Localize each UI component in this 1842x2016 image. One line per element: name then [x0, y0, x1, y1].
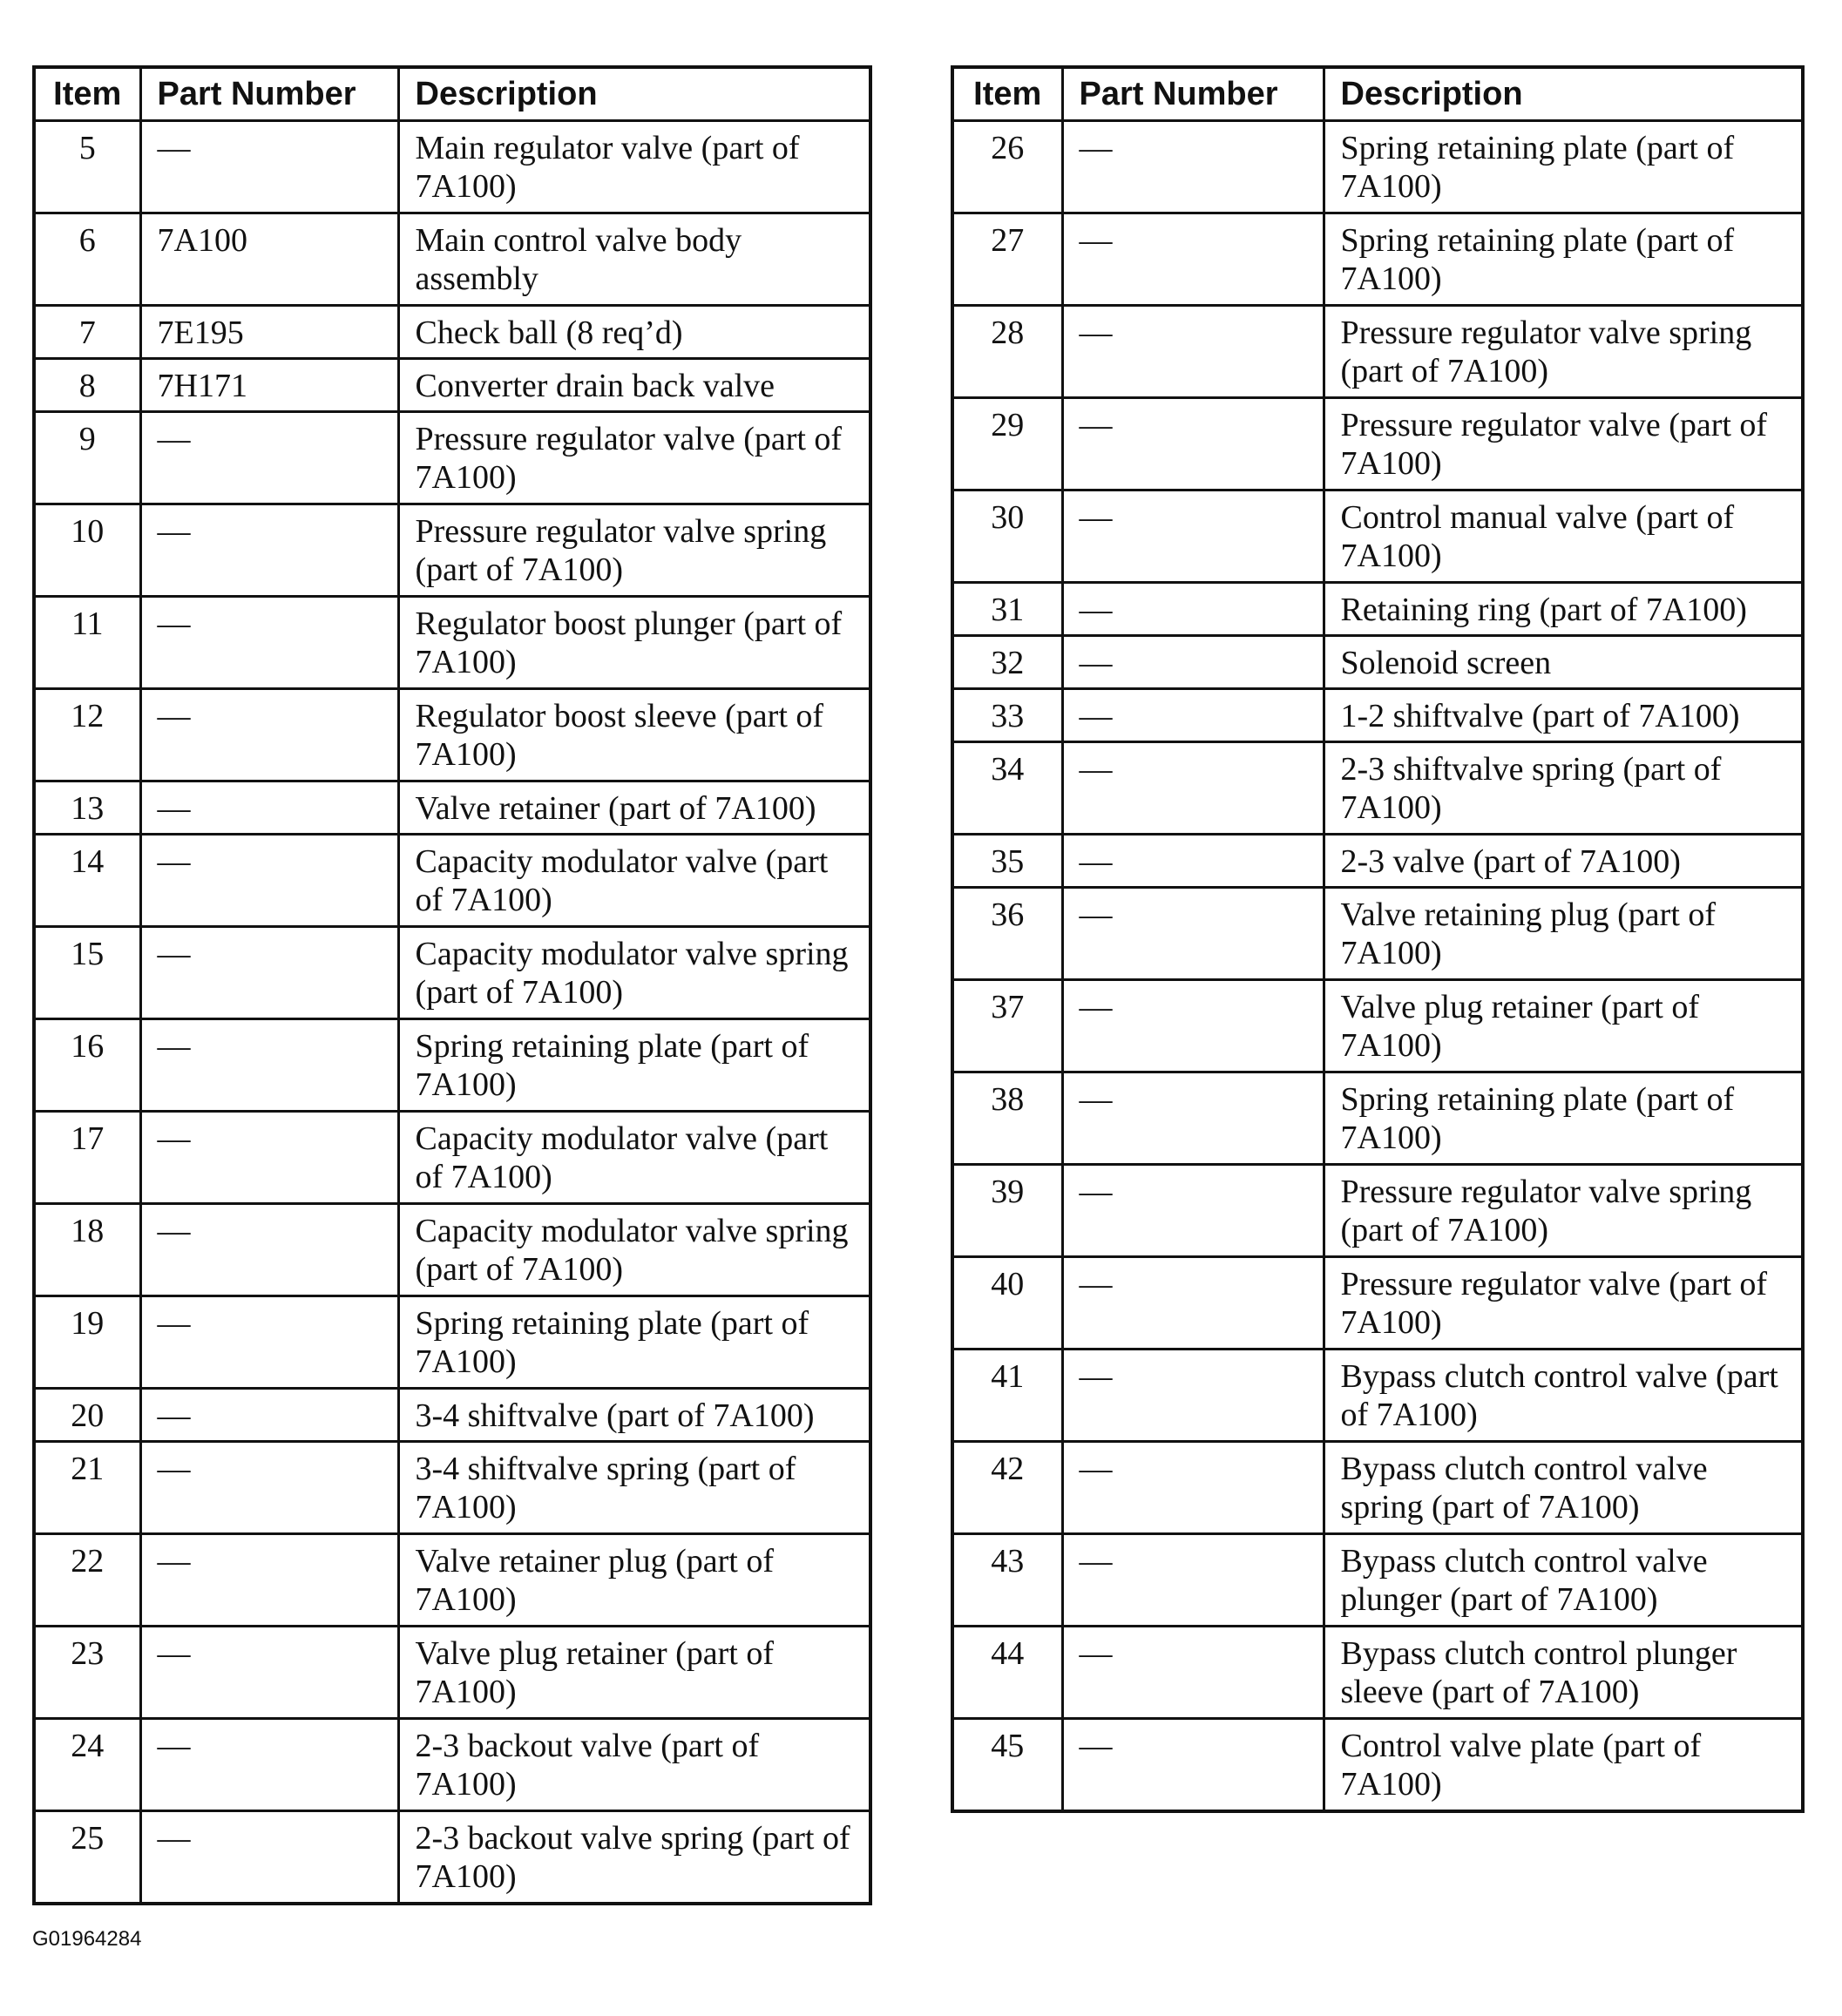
- description: Pressure regulator valve spring (part of 7A100): [1324, 1165, 1803, 1257]
- part-number: —: [1062, 490, 1324, 583]
- part-number: —: [1062, 636, 1324, 689]
- item-number: 17: [34, 1112, 140, 1204]
- item-number: 23: [34, 1627, 140, 1719]
- item-number: 9: [34, 412, 140, 504]
- item-number: 22: [34, 1534, 140, 1627]
- table-row: [34, 1389, 870, 1442]
- description: Control manual valve (part of 7A100): [1324, 490, 1803, 583]
- part-number: —: [140, 1019, 398, 1112]
- description: Pressure regulator valve spring (part of 7A100): [1324, 306, 1803, 398]
- column-header-item: Item: [34, 67, 140, 121]
- description: Capacity modulator valve (part of 7A100): [398, 1112, 870, 1204]
- part-number: —: [140, 412, 398, 504]
- description: Spring retaining plate (part of 7A100): [398, 1296, 870, 1389]
- item-number: 35: [952, 835, 1062, 888]
- item-number: 43: [952, 1534, 1062, 1627]
- description: Bypass clutch control plunger sleeve (part of 7A100): [1324, 1627, 1803, 1719]
- description: Main regulator valve (part of 7A100): [398, 121, 870, 213]
- part-number: —: [1062, 1534, 1324, 1627]
- table-row: [34, 781, 870, 835]
- part-number: —: [1062, 888, 1324, 980]
- item-number: 30: [952, 490, 1062, 583]
- table-row: [952, 213, 1803, 306]
- item-number: 32: [952, 636, 1062, 689]
- parts-table-left: [32, 65, 872, 1905]
- description: Regulator boost sleeve (part of 7A100): [398, 689, 870, 781]
- table-row: [34, 504, 870, 597]
- item-number: 34: [952, 742, 1062, 835]
- description: Spring retaining plate (part of 7A100): [1324, 213, 1803, 306]
- table-row: [34, 835, 870, 927]
- description: Retaining ring (part of 7A100): [1324, 583, 1803, 636]
- description: Valve retainer plug (part of 7A100): [398, 1534, 870, 1627]
- table-row: [952, 1627, 1803, 1719]
- item-number: 44: [952, 1627, 1062, 1719]
- part-number: —: [1062, 1072, 1324, 1165]
- item-number: 12: [34, 689, 140, 781]
- table-row: [952, 583, 1803, 636]
- description: 2-3 shiftvalve spring (part of 7A100): [1324, 742, 1803, 835]
- item-number: 8: [34, 359, 140, 412]
- part-number: —: [1062, 213, 1324, 306]
- part-number: —: [1062, 1257, 1324, 1350]
- description: Main control valve body assembly: [398, 213, 870, 306]
- part-number: —: [140, 121, 398, 213]
- table-row: [952, 636, 1803, 689]
- part-number: —: [140, 1389, 398, 1442]
- part-number: —: [1062, 121, 1324, 213]
- header-row: [952, 67, 1803, 121]
- item-number: 36: [952, 888, 1062, 980]
- table-row: [34, 121, 870, 213]
- description: Pressure regulator valve (part of 7A100): [1324, 1257, 1803, 1350]
- table-row: [34, 927, 870, 1019]
- table-row: [34, 359, 870, 412]
- table-row: [34, 597, 870, 689]
- table-row: [34, 1019, 870, 1112]
- column-header-description: Description: [398, 67, 870, 121]
- item-number: 45: [952, 1719, 1062, 1811]
- table-row: [34, 1296, 870, 1389]
- table-row: [34, 213, 870, 306]
- item-number: 39: [952, 1165, 1062, 1257]
- description: 3-4 shiftvalve (part of 7A100): [398, 1389, 870, 1442]
- item-number: 25: [34, 1811, 140, 1904]
- table-row: [952, 1534, 1803, 1627]
- description: 2-3 backout valve (part of 7A100): [398, 1719, 870, 1811]
- table-row: [952, 1072, 1803, 1165]
- part-number: —: [1062, 1165, 1324, 1257]
- item-number: 19: [34, 1296, 140, 1389]
- description: Spring retaining plate (part of 7A100): [1324, 1072, 1803, 1165]
- part-number: —: [140, 597, 398, 689]
- table-row: [952, 306, 1803, 398]
- item-number: 16: [34, 1019, 140, 1112]
- part-number: —: [140, 1719, 398, 1811]
- description: Check ball (8 req’d): [398, 306, 870, 359]
- table-row: [34, 1112, 870, 1204]
- table-row: [952, 398, 1803, 490]
- item-number: 10: [34, 504, 140, 597]
- table-row: [34, 1534, 870, 1627]
- description: Pressure regulator valve (part of 7A100): [1324, 398, 1803, 490]
- description: Pressure regulator valve (part of 7A100): [398, 412, 870, 504]
- table-row: [34, 306, 870, 359]
- table-row: [34, 1811, 870, 1904]
- table-row: [952, 980, 1803, 1072]
- part-number: 7A100: [140, 213, 398, 306]
- part-number: 7H171: [140, 359, 398, 412]
- table-row: [34, 1204, 870, 1296]
- part-number: 7E195: [140, 306, 398, 359]
- item-number: 24: [34, 1719, 140, 1811]
- part-number: —: [140, 1204, 398, 1296]
- item-number: 29: [952, 398, 1062, 490]
- item-number: 14: [34, 835, 140, 927]
- table-row: [952, 1442, 1803, 1534]
- description: 2-3 backout valve spring (part of 7A100): [398, 1811, 870, 1904]
- part-number: —: [140, 1112, 398, 1204]
- description: Valve retainer (part of 7A100): [398, 781, 870, 835]
- description: Bypass clutch control valve plunger (part of 7A100): [1324, 1534, 1803, 1627]
- description: Valve plug retainer (part of 7A100): [398, 1627, 870, 1719]
- table-row: [34, 412, 870, 504]
- table-row: [952, 1719, 1803, 1811]
- part-number: —: [140, 927, 398, 1019]
- description: Control valve plate (part of 7A100): [1324, 1719, 1803, 1811]
- part-number: —: [1062, 689, 1324, 742]
- part-number: —: [1062, 742, 1324, 835]
- description: Solenoid screen: [1324, 636, 1803, 689]
- item-number: 26: [952, 121, 1062, 213]
- parts-table-right: [951, 65, 1805, 1813]
- part-number: —: [140, 1296, 398, 1389]
- item-number: 5: [34, 121, 140, 213]
- description: Regulator boost plunger (part of 7A100): [398, 597, 870, 689]
- part-number: —: [140, 781, 398, 835]
- item-number: 33: [952, 689, 1062, 742]
- table-row: [952, 888, 1803, 980]
- part-number: —: [140, 835, 398, 927]
- item-number: 38: [952, 1072, 1062, 1165]
- column-header-description: Description: [1324, 67, 1803, 121]
- description: Bypass clutch control valve spring (part of 7A100): [1324, 1442, 1803, 1534]
- description: Pressure regulator valve spring (part of 7A100): [398, 504, 870, 597]
- table-row: [952, 121, 1803, 213]
- column-header-part-number: Part Number: [1062, 67, 1324, 121]
- item-number: 20: [34, 1389, 140, 1442]
- description: 1-2 shiftvalve (part of 7A100): [1324, 689, 1803, 742]
- table-row: [952, 835, 1803, 888]
- description: Capacity modulator valve spring (part of 7A100): [398, 927, 870, 1019]
- item-number: 11: [34, 597, 140, 689]
- table-row: [952, 1350, 1803, 1442]
- description: 2-3 valve (part of 7A100): [1324, 835, 1803, 888]
- table-row: [34, 1442, 870, 1534]
- description: Capacity modulator valve spring (part of 7A100): [398, 1204, 870, 1296]
- part-number: —: [1062, 1719, 1324, 1811]
- part-number: —: [140, 504, 398, 597]
- part-number: —: [1062, 583, 1324, 636]
- table-row: [952, 1257, 1803, 1350]
- table-row: [952, 742, 1803, 835]
- header-row: [34, 67, 870, 121]
- table-row: [34, 1719, 870, 1811]
- part-number: —: [1062, 1442, 1324, 1534]
- item-number: 13: [34, 781, 140, 835]
- description: Spring retaining plate (part of 7A100): [1324, 121, 1803, 213]
- table-row: [34, 1627, 870, 1719]
- column-header-item: Item: [952, 67, 1062, 121]
- description: Bypass clutch control valve (part of 7A100): [1324, 1350, 1803, 1442]
- item-number: 21: [34, 1442, 140, 1534]
- description: Valve retaining plug (part of 7A100): [1324, 888, 1803, 980]
- part-number: —: [1062, 835, 1324, 888]
- description: Converter drain back valve: [398, 359, 870, 412]
- figure-id: G01964284: [32, 1927, 142, 1951]
- item-number: 28: [952, 306, 1062, 398]
- part-number: —: [140, 1442, 398, 1534]
- item-number: 41: [952, 1350, 1062, 1442]
- item-number: 42: [952, 1442, 1062, 1534]
- table-row: [952, 1165, 1803, 1257]
- item-number: 37: [952, 980, 1062, 1072]
- description: Valve plug retainer (part of 7A100): [1324, 980, 1803, 1072]
- description: 3-4 shiftvalve spring (part of 7A100): [398, 1442, 870, 1534]
- description: Capacity modulator valve (part of 7A100): [398, 835, 870, 927]
- description: Spring retaining plate (part of 7A100): [398, 1019, 870, 1112]
- part-number: —: [140, 1534, 398, 1627]
- part-number: —: [1062, 398, 1324, 490]
- table-row: [952, 490, 1803, 583]
- item-number: 6: [34, 213, 140, 306]
- item-number: 27: [952, 213, 1062, 306]
- table-row: [952, 689, 1803, 742]
- part-number: —: [140, 689, 398, 781]
- part-number: —: [1062, 980, 1324, 1072]
- item-number: 15: [34, 927, 140, 1019]
- part-number: —: [140, 1627, 398, 1719]
- item-number: 7: [34, 306, 140, 359]
- column-header-part-number: Part Number: [140, 67, 398, 121]
- item-number: 18: [34, 1204, 140, 1296]
- part-number: —: [1062, 1627, 1324, 1719]
- part-number: —: [140, 1811, 398, 1904]
- part-number: —: [1062, 1350, 1324, 1442]
- table-row: [34, 689, 870, 781]
- item-number: 40: [952, 1257, 1062, 1350]
- part-number: —: [1062, 306, 1324, 398]
- item-number: 31: [952, 583, 1062, 636]
